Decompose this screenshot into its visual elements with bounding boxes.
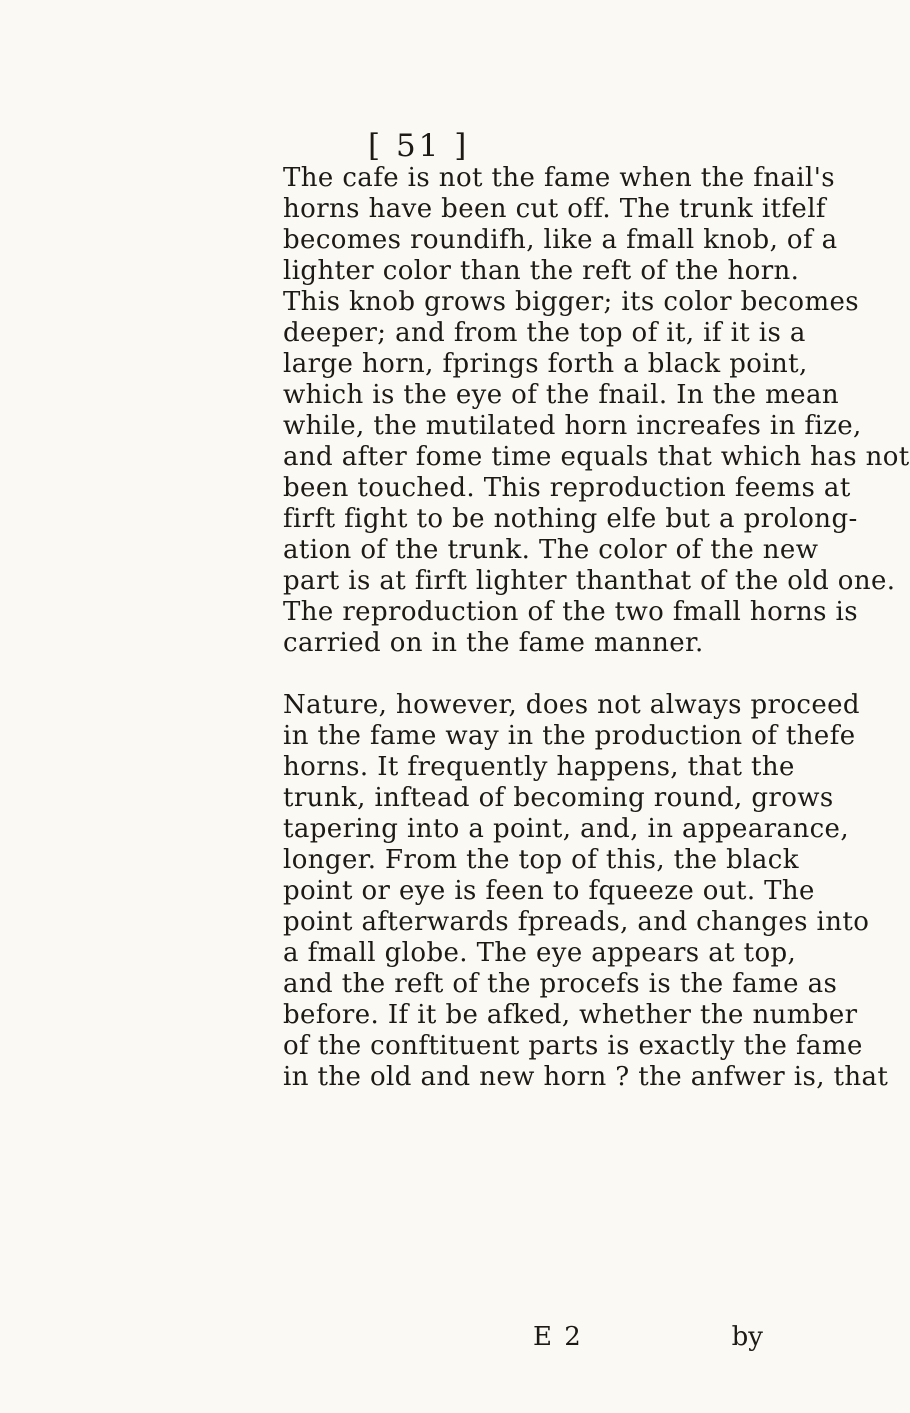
text-line: deeper; and from the top of it, if it is a — [283, 318, 806, 348]
text-line: and the reft of the procefs is the fame as — [283, 969, 838, 999]
text-line: part is at firft lighter thanthat of the old one. — [283, 566, 896, 596]
page-footer — [283, 1320, 763, 1354]
text-line: The reproduction of the two fmall horns is — [283, 597, 858, 627]
paragraph-1 — [283, 163, 910, 659]
text-line: and after fome time equals that which has not — [283, 442, 910, 472]
text-line: in the fame way in the production of thefe — [283, 721, 856, 751]
text-line: longer. From the top of this, the black — [283, 845, 799, 875]
text-line: trunk, inftead of becoming round, grows — [283, 783, 834, 813]
text-line: in the old and new horn ? the anfwer is, that — [283, 1062, 889, 1092]
text-line: a fmall globe. The eye appears at top, — [283, 938, 797, 968]
text-line: lighter color than the reft of the horn. — [283, 256, 800, 286]
catchword: by — [731, 1322, 763, 1352]
text-line: Nature, however, does not always proceed — [283, 690, 860, 720]
text-line: of the conftituent parts is exactly the fame — [283, 1031, 863, 1061]
signature-mark: E 2 — [533, 1322, 583, 1352]
text-line: carried on in the fame manner. — [283, 628, 704, 658]
text-line: This knob grows bigger; its color becomes — [283, 287, 860, 317]
text-line: ation of the trunk. The color of the new — [283, 535, 819, 565]
text-line: which is the eye of the fnail. In the mean — [283, 380, 840, 410]
text-line: tapering into a point, and, in appearance, — [283, 814, 850, 844]
text-line: been touched. This reproduction feems at — [283, 473, 851, 503]
text-line: The cafe is not the fame when the fnail's — [283, 163, 836, 193]
text-line: horns. It frequently happens, that the — [283, 752, 795, 782]
text-line: point afterwards fpreads, and changes into — [283, 907, 870, 937]
text-line: large horn, fprings forth a black point, — [283, 349, 808, 379]
text-line: while, the mutilated horn increafes in fize, — [283, 411, 862, 441]
text-line: point or eye is feen to fqueeze out. The — [283, 876, 815, 906]
page-number: [ 51 ] — [368, 128, 470, 164]
text-line: before. If it be afked, whether the number — [283, 1000, 858, 1030]
text-line: becomes roundifh, like a fmall knob, of a — [283, 225, 838, 255]
paragraph-2 — [283, 690, 889, 1093]
text-line: firft fight to be nothing elfe but a prolong- — [283, 504, 858, 534]
text-line: horns have been cut off. The trunk itfelf — [283, 194, 826, 224]
